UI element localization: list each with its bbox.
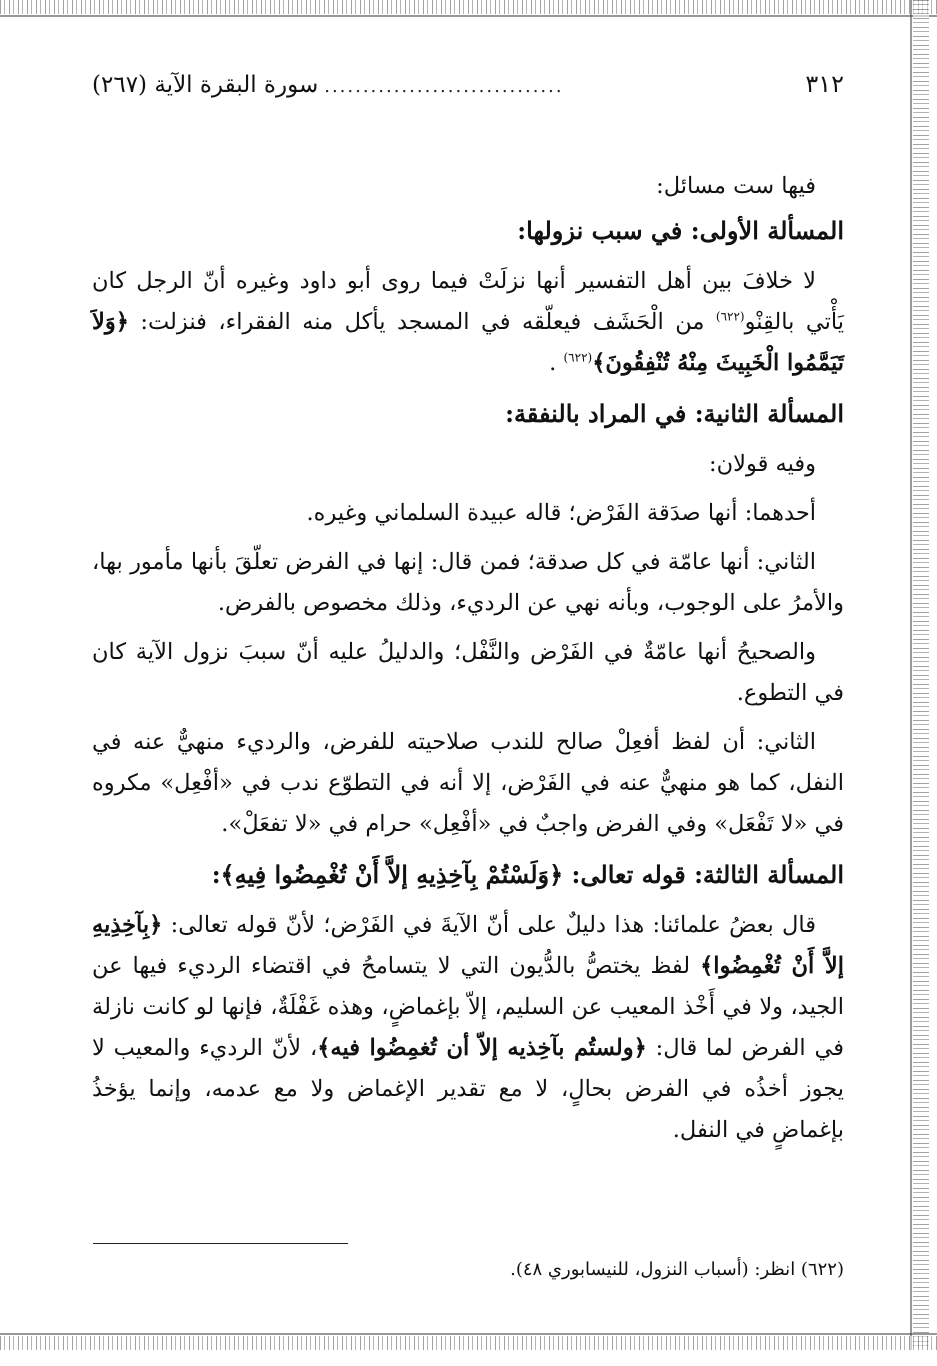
decorative-frame-right <box>913 0 929 1350</box>
footnote-separator <box>93 1243 348 1244</box>
quran-verse: ﴿وَلَسْتُمْ بِآخِذِيهِ إلاَّ أَنْ تُغْمِضُوا فِيهِ﴾ <box>220 860 564 889</box>
running-title-group <box>92 72 564 98</box>
book-page <box>92 70 844 1151</box>
text-segment: لا خلافَ بين أهل التفسير أنها نزلَتْ فيما روى أبو داود وغيره أنّ الرجل كان يَأْتي بالقِنْو <box>92 268 844 335</box>
quran-verse: ﴿وَلاَ تَيَمَّمُوا الْخَبِيثَ مِنْهُ تُنْفِقُونَ﴾ <box>92 309 844 376</box>
heading-third-issue <box>92 853 844 897</box>
intro-paragraph: فيها ست مسائل: <box>656 173 816 199</box>
leader-dots: ............................... <box>324 76 564 97</box>
text-segment: من الْحَشَف فيعلّقه في المسجد يأكل منه الفقراء، فنزلت: <box>128 309 716 335</box>
paragraph-first-opinion: أحدهما: أنها صدَقة الفَرْض؛ قاله عبيدة السلماني وغيره. <box>306 500 816 526</box>
text-segment: قال بعضُ علمائنا: هذا دليلٌ على أنّ الآيةَ في الفَرْض؛ لأنّ قوله تعالى: <box>162 912 816 938</box>
footnote-marker: (٦٢٢) <box>715 309 745 324</box>
paragraph-second-argument: الثاني: أن لفظ أفعِلْ صالح للندب صلاحيته للفرض، والرديء منهيٌّ عنه في النفل، كما هو منهيٌّ عنه في الفَرْض، إلا أنه في التطوّع ندب في «أفْعِل» مكروه في «لا تَفْعَل» وفي الفرض واجبٌ في «أفْعِل» حرام في «لا تفعَلْ». <box>92 729 844 837</box>
footnote-marker: (٦٢٢) <box>563 350 593 365</box>
paragraph-correct-view: والصحيحُ أنها عامّةٌ في الفَرْض والنَّفْل؛ والدليلُ عليه أنّ سببَ نزول الآية كان في التطوع. <box>92 639 844 706</box>
text-segment: . <box>549 350 564 376</box>
paragraph-scholars-view <box>92 905 844 1151</box>
heading-second-issue: المسألة الثانية: في المراد بالنفقة: <box>505 399 844 428</box>
quran-verse: ﴿بِآخِذِيهِ إلاَّ أَنْ تُغْمِضُوا﴾ <box>92 912 844 979</box>
decorative-frame-bottom <box>0 1336 937 1350</box>
page-number: ٣١٢ <box>805 70 844 98</box>
running-title: سورة البقرة الآية (٢٦٧) <box>92 72 319 98</box>
paragraph-second-opinion: الثاني: أنها عامّة في كل صدقة؛ فمن قال: إنها في الفرض تعلّقَ بأنها مأمور بها، والأمرُ على الوجوب، وبأنه نهي عن الرديء، وذلك مخصوص بالفرض. <box>92 549 844 616</box>
paragraph-two-opinions: وفيه قولان: <box>709 451 816 477</box>
heading-first-issue: المسألة الأولى: في سبب نزولها: <box>517 216 844 245</box>
footnote: (٦٢٢) انظر: (أسباب النزول، للنيسابوري ٤٨). <box>510 1259 844 1280</box>
heading-text: المسألة الثالثة: قوله تعالى: <box>563 860 844 889</box>
running-header <box>92 70 844 114</box>
text-segment: لفظ يختصُّ بالدُّيون التي لا يتسامحُ في اقتضاء الرديء فيها عن الجيد، ولا في أَخْذ المعيب عن السليم، إلاّ بإغماضٍ، وهذه غَفْلَةٌ، فإنها لو كانت نازلة في الفرض لما قال: <box>92 953 845 1061</box>
text-segment: ، لأنّ الرديء والمعيب لا يجوز أخذُه في الفرض بحالٍ، لا مع تقدير الإغماض ولا مع عدمه، وإنما يؤخذُ بإغماضٍ في النفل. <box>92 1035 844 1143</box>
heading-end: : <box>211 860 221 889</box>
paragraph-revelation-cause <box>92 261 844 384</box>
quran-verse: ﴿ولستُم بآخِذيه إلاّ أن تُغمِضُوا فيه﴾ <box>317 1035 647 1061</box>
page-body <box>92 166 844 1151</box>
decorative-frame-top <box>0 0 937 14</box>
